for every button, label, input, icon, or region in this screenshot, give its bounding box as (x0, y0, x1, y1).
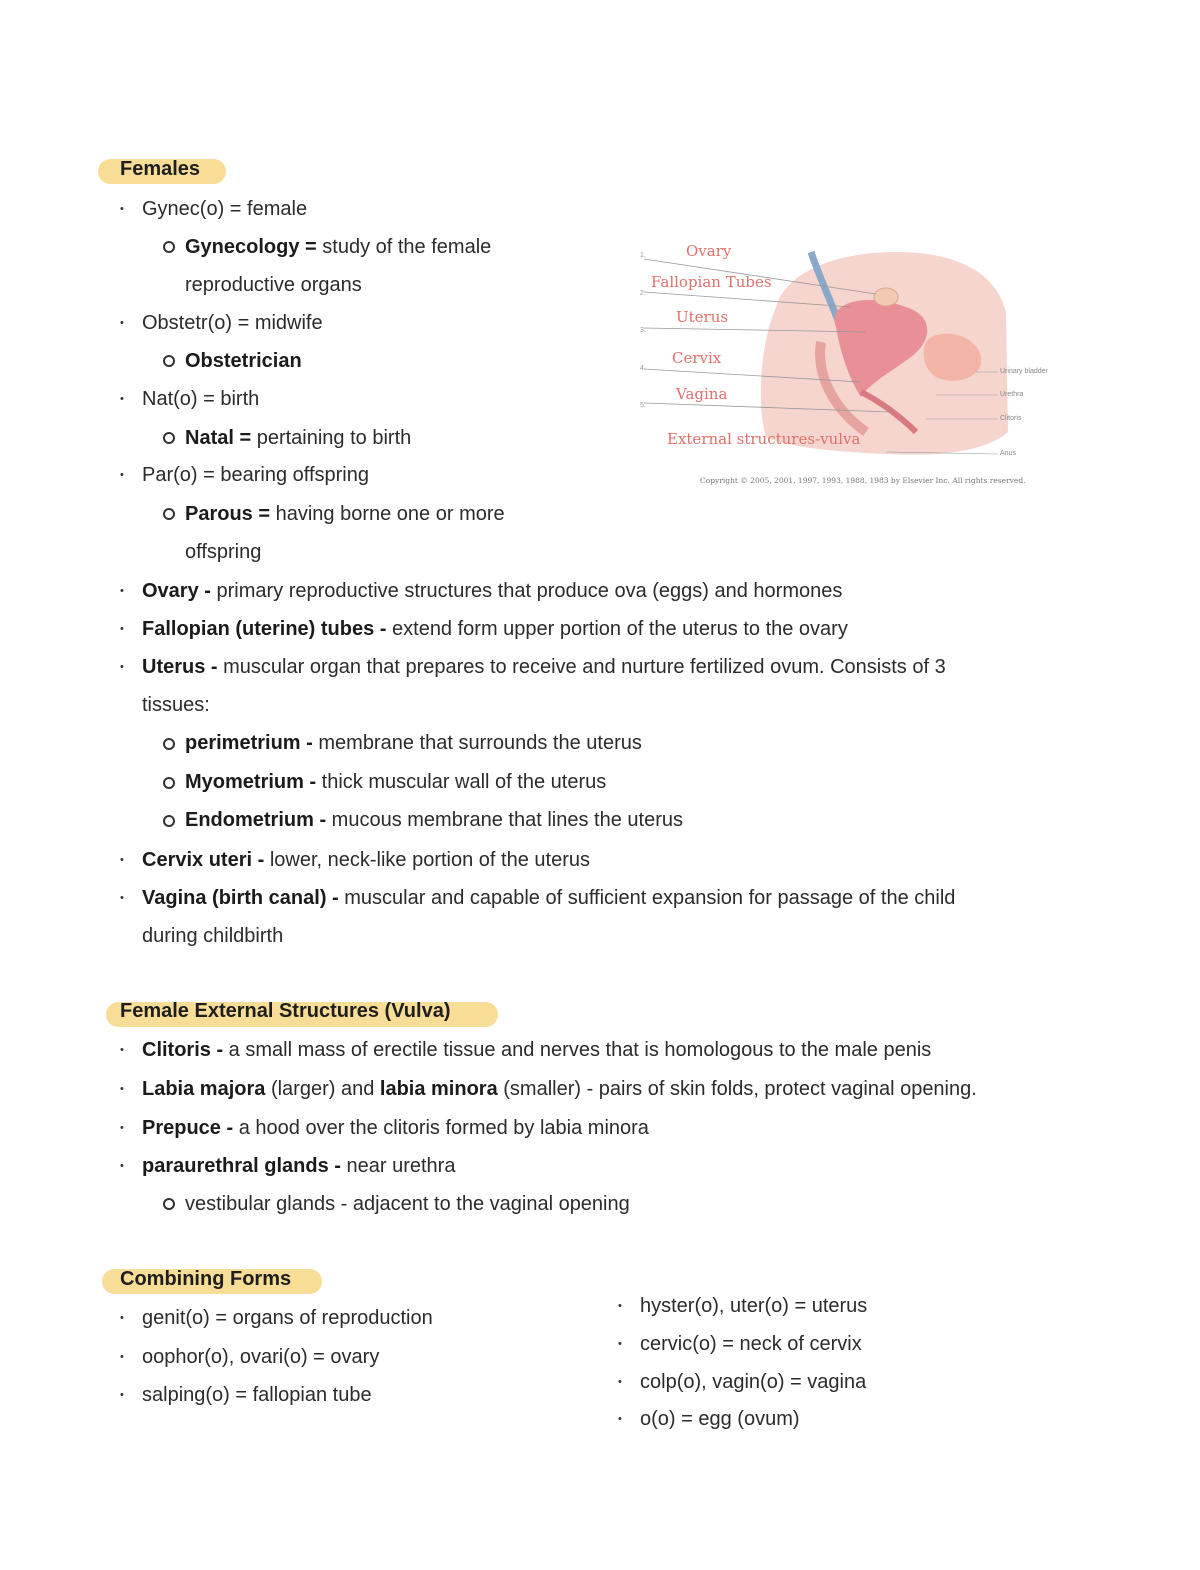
figure-number: 2. (640, 290, 646, 297)
bullet-icon: • (120, 585, 124, 597)
bullet-icon: • (120, 1122, 124, 1134)
figure-label-uterus: Uterus (676, 308, 729, 326)
bullet-icon: • (120, 1389, 124, 1401)
bullet-icon: • (120, 1160, 124, 1172)
list-item: Parous = having borne one or more (185, 503, 505, 525)
list-item: Uterus - muscular organ that prepares to receive and nurture fertilized ovum. Consists of 3 (142, 656, 946, 678)
sub-bullet-icon (163, 508, 175, 520)
figure-side-label: Anus (1000, 450, 1016, 457)
list-item: Prepuce - a hood over the clitoris formed by labia minora (142, 1117, 649, 1139)
list-item: offspring (185, 541, 262, 563)
list-item: Gynecology = study of the female (185, 236, 492, 258)
list-item: salping(o) = fallopian tube (142, 1384, 372, 1406)
list-item: genit(o) = organs of reproduction (142, 1307, 433, 1329)
sub-bullet-icon (163, 241, 175, 253)
sub-bullet-icon (163, 738, 175, 750)
section-heading-combining: Combining Forms (120, 1268, 292, 1290)
bullet-icon: • (618, 1413, 622, 1425)
list-item: Obstetrician (185, 350, 302, 372)
bullet-icon: • (120, 661, 124, 673)
bullet-icon: • (120, 623, 124, 635)
list-item: Nat(o) = birth (142, 388, 260, 410)
list-item: cervic(o) = neck of cervix (640, 1333, 862, 1355)
section-heading-external: Female External Structures (Vulva) (120, 1000, 451, 1022)
figure-label-vagina: Vagina (676, 385, 728, 403)
list-item: Myometrium - thick muscular wall of the uterus (185, 771, 607, 793)
list-item: during childbirth (142, 925, 284, 947)
figure-copyright: Copyright © 2005, 2001, 1997, 1993, 1988, 1983 by Elsevier Inc. All rights reserved. (700, 476, 1026, 485)
figure-number: 4. (640, 365, 646, 372)
bullet-icon: • (120, 1351, 124, 1363)
bullet-icon: • (618, 1300, 622, 1312)
list-item: vestibular glands - adjacent to the vaginal opening (185, 1193, 630, 1215)
bullet-icon: • (120, 317, 124, 329)
sub-bullet-icon (163, 777, 175, 789)
list-item: Gynec(o) = female (142, 198, 308, 220)
figure-label-fallopian-tubes: Fallopian Tubes (651, 273, 772, 291)
anatomy-figure (636, 232, 1056, 492)
list-item: Natal = pertaining to birth (185, 427, 412, 449)
ovary-shape (874, 288, 898, 306)
bullet-icon: • (120, 892, 124, 904)
bullet-icon: • (120, 469, 124, 481)
list-item: Clitoris - a small mass of erectile tissue and nerves that is homologous to the male penis (142, 1039, 932, 1061)
list-item: Labia majora (larger) and labia minora (smaller) - pairs of skin folds, protect vaginal opening. (142, 1078, 977, 1100)
sub-bullet-icon (163, 815, 175, 827)
bullet-icon: • (120, 1083, 124, 1095)
bullet-icon: • (120, 1044, 124, 1056)
list-item: perimetrium - membrane that surrounds the uterus (185, 732, 642, 754)
figure-side-label: Urethra (1000, 391, 1024, 398)
bullet-icon: • (120, 854, 124, 866)
list-item: Par(o) = bearing offspring (142, 464, 369, 486)
bullet-icon: • (120, 203, 124, 215)
list-item: Fallopian (uterine) tubes - extend form upper portion of the uterus to the ovary (142, 618, 848, 640)
bullet-icon: • (618, 1338, 622, 1350)
list-item: Vagina (birth canal) - muscular and capable of sufficient expansion for passage of the child (142, 887, 956, 909)
bullet-icon: • (120, 1312, 124, 1324)
list-item: reproductive organs (185, 274, 362, 296)
figure-label-ovary: Ovary (686, 242, 732, 260)
sub-bullet-icon (163, 1198, 175, 1210)
list-item: tissues: (142, 694, 210, 716)
figure-number: 1. (640, 252, 646, 259)
figure-number: 3. (640, 327, 646, 334)
list-item: colp(o), vagin(o) = vagina (640, 1371, 867, 1393)
sub-bullet-icon (163, 355, 175, 367)
list-item: Obstetr(o) = midwife (142, 312, 323, 334)
list-item: Endometrium - mucous membrane that lines the uterus (185, 809, 683, 831)
list-item: hyster(o), uter(o) = uterus (640, 1295, 868, 1317)
list-item: o(o) = egg (ovum) (640, 1408, 800, 1430)
figure-side-label: Clitoris (1000, 415, 1022, 422)
sub-bullet-icon (163, 432, 175, 444)
list-item: Ovary - primary reproductive structures that produce ova (eggs) and hormones (142, 580, 843, 602)
bullet-icon: • (618, 1376, 622, 1388)
list-item: paraurethral glands - near urethra (142, 1155, 456, 1177)
list-item: oophor(o), ovari(o) = ovary (142, 1346, 380, 1368)
figure-label-external-structures: External structures-vulva (667, 430, 861, 448)
list-item: Cervix uteri - lower, neck-like portion of the uterus (142, 849, 590, 871)
figure-label-cervix: Cervix (672, 349, 722, 367)
figure-number: 5. (640, 402, 646, 409)
bullet-icon: • (120, 393, 124, 405)
figure-side-label: Urinary bladder (1000, 368, 1048, 375)
section-heading-females: Females (120, 158, 201, 180)
